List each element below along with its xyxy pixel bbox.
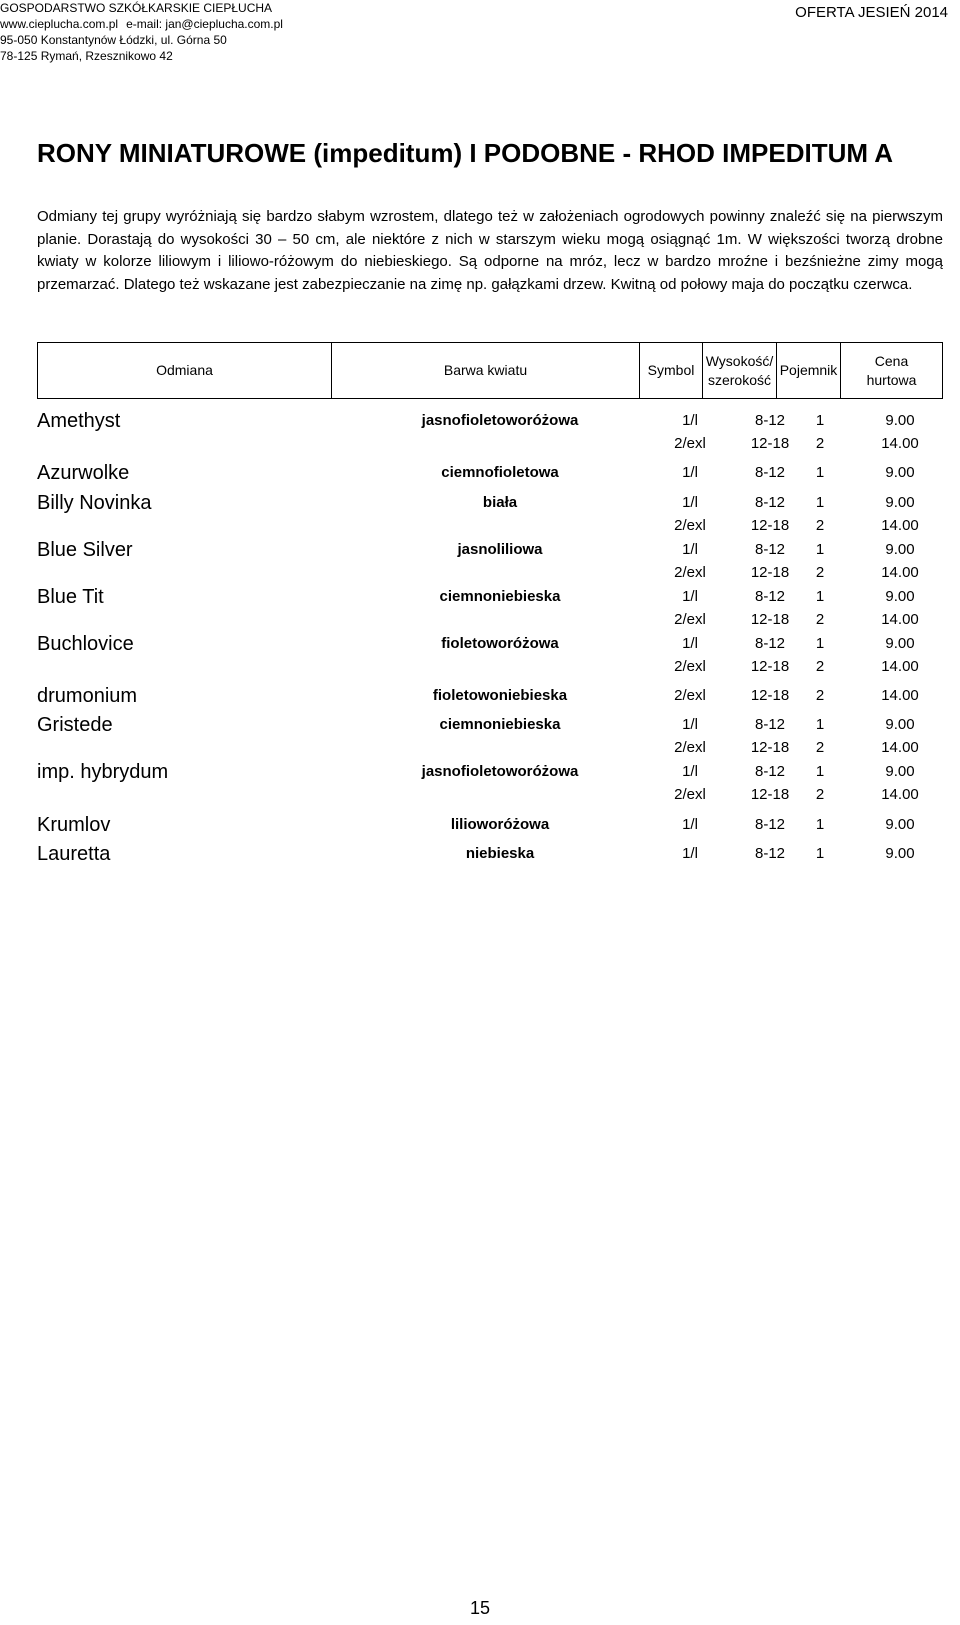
- container: 2: [815, 611, 825, 628]
- price: 14.00: [881, 739, 919, 756]
- flower-color: ciemnoniebieska: [439, 588, 561, 605]
- flower-color: ciemnofioletowa: [441, 464, 559, 481]
- table-row: [0, 736, 960, 760]
- header-price: Cena hurtowa: [840, 343, 942, 398]
- website-link[interactable]: www.cieplucha.com.pl: [0, 17, 119, 31]
- company-name: GOSPODARSTWO SZKÓŁKARSKIE CIEPŁUCHA: [0, 1, 273, 15]
- container: 1: [815, 541, 825, 558]
- container: 2: [815, 435, 825, 452]
- container: 1: [815, 494, 825, 511]
- price: 14.00: [881, 658, 919, 675]
- symbol: 1/l: [682, 635, 698, 652]
- table-row: [0, 514, 960, 538]
- variety-name: imp. hybrydum: [37, 761, 169, 783]
- price: 9.00: [885, 763, 915, 780]
- section-title: RONY MINIATUROWE (impeditum) I PODOBNE - RHOD IMPEDITUM A: [37, 138, 894, 168]
- table-row: [0, 632, 960, 656]
- flower-color: jasnofioletoworóżowa: [421, 412, 579, 429]
- table-row: [0, 561, 960, 585]
- height-width: 8-12: [754, 494, 786, 511]
- flower-color: lilioworóżowa: [450, 816, 550, 833]
- container: 2: [815, 517, 825, 534]
- table-row: [0, 713, 960, 737]
- variety-name: drumonium: [37, 685, 138, 707]
- variety-name: Blue Tit: [37, 586, 104, 608]
- variety-name: Azurwolke: [37, 462, 130, 484]
- variety-name: Buchlovice: [37, 633, 134, 655]
- flower-color: biała: [482, 494, 518, 511]
- height-width: 8-12: [754, 635, 786, 652]
- variety-name: Amethyst: [37, 410, 121, 432]
- height-width: 8-12: [754, 464, 786, 481]
- height-width: 12-18: [750, 687, 790, 704]
- variety-name: Krumlov: [37, 814, 111, 836]
- price: 9.00: [885, 464, 915, 481]
- height-width: 8-12: [754, 763, 786, 780]
- header-flower-color: Barwa kwiatu: [331, 343, 639, 398]
- variety-name: Billy Novinka: [37, 492, 152, 514]
- flower-color: fioletowoniebieska: [432, 687, 568, 704]
- height-width: 12-18: [750, 435, 790, 452]
- variety-name: Lauretta: [37, 843, 111, 865]
- email-link[interactable]: e-mail: jan@cieplucha.com.pl: [126, 17, 283, 31]
- flower-color: fioletoworóżowa: [441, 635, 559, 652]
- height-width: 8-12: [754, 716, 786, 733]
- symbol: 2/exl: [674, 517, 706, 534]
- symbol: 1/l: [682, 763, 698, 780]
- flower-color: jasnoliliowa: [457, 541, 543, 558]
- container: 1: [815, 763, 825, 780]
- address-line-2: 78-125 Rymań, Rzesznikowo 42: [0, 49, 173, 63]
- flower-color: ciemnoniebieska: [439, 716, 561, 733]
- container: 1: [815, 845, 825, 862]
- symbol: 2/exl: [674, 739, 706, 756]
- table-row: [0, 684, 960, 708]
- table-row: [0, 783, 960, 807]
- container: 2: [815, 786, 825, 803]
- symbol: 2/exl: [674, 687, 706, 704]
- table-row: [0, 491, 960, 515]
- flower-color: niebieska: [465, 845, 535, 862]
- symbol: 2/exl: [674, 435, 706, 452]
- container: 1: [815, 464, 825, 481]
- table-row: [0, 432, 960, 456]
- height-width: 8-12: [754, 816, 786, 833]
- price: 9.00: [885, 541, 915, 558]
- symbol: 1/l: [682, 541, 698, 558]
- price: 14.00: [881, 687, 919, 704]
- price: 9.00: [885, 588, 915, 605]
- symbol: 2/exl: [674, 611, 706, 628]
- table-row: [0, 538, 960, 562]
- container: 2: [815, 739, 825, 756]
- intro-paragraph: Odmiany tej grupy wyróżniają się bardzo słabym wzrostem, dlatego też w założeniach ogrodowych powinny znaleźć się na pierwszym planie. Dorastają do wysokości 30 – 50 cm, ale niektóre z nich w starszym wieku mogą osiągnąć 1m. W większości tworzą drobne kwiaty w kolorze liliowym i liliowo-różowym do niebieskiego. Są odporne na mróz, lecz w bardzo mroźne i bezśnieżne zimy mogą przemarzać. Dlatego też wskazane jest zabezpieczanie na zimę np. gałązkami drzew. Kwitną od połowy maja do początku czerwca.: [37, 208, 943, 293]
- container: 1: [815, 412, 825, 429]
- height-width: 8-12: [754, 412, 786, 429]
- flower-color: jasnofioletoworóżowa: [421, 763, 579, 780]
- page-number: 15: [469, 1598, 491, 1618]
- table-row: [0, 842, 960, 866]
- price: 14.00: [881, 564, 919, 581]
- symbol: 2/exl: [674, 658, 706, 675]
- price: 9.00: [885, 494, 915, 511]
- price: 9.00: [885, 412, 915, 429]
- height-width: 12-18: [750, 517, 790, 534]
- container: 1: [815, 635, 825, 652]
- header-symbol: Symbol: [639, 343, 702, 398]
- height-width: 12-18: [750, 739, 790, 756]
- symbol: 1/l: [682, 845, 698, 862]
- header-variety: Odmiana: [156, 362, 213, 378]
- symbol: 1/l: [682, 588, 698, 605]
- container: 2: [815, 658, 825, 675]
- table-row: [0, 760, 960, 784]
- height-width: 8-12: [754, 541, 786, 558]
- container: 2: [815, 564, 825, 581]
- price: 9.00: [885, 816, 915, 833]
- height-width: 12-18: [750, 611, 790, 628]
- header-height-width: Wysokość/ szerokość: [702, 343, 776, 398]
- symbol: 1/l: [682, 464, 698, 481]
- height-width: 8-12: [754, 588, 786, 605]
- symbol: 2/exl: [674, 564, 706, 581]
- height-width: 12-18: [750, 658, 790, 675]
- table-row: [0, 608, 960, 632]
- symbol: 1/l: [682, 412, 698, 429]
- offer-label: OFERTA JESIEŃ 2014: [795, 4, 948, 21]
- price: 14.00: [881, 435, 919, 452]
- price: 9.00: [885, 845, 915, 862]
- price: 14.00: [881, 517, 919, 534]
- height-width: 12-18: [750, 564, 790, 581]
- height-width: 8-12: [754, 845, 786, 862]
- price: 14.00: [881, 611, 919, 628]
- table-row: [0, 461, 960, 485]
- height-width: 12-18: [750, 786, 790, 803]
- table-header: [37, 342, 943, 399]
- table-row: [0, 813, 960, 837]
- address-line-1: 95-050 Konstantynów Łódzki, ul. Górna 50: [0, 33, 227, 47]
- variety-name: Blue Silver: [37, 539, 133, 561]
- container: 1: [815, 588, 825, 605]
- table-row: [0, 655, 960, 679]
- symbol: 2/exl: [674, 786, 706, 803]
- container: 1: [815, 716, 825, 733]
- symbol: 1/l: [682, 816, 698, 833]
- container: 2: [815, 687, 825, 704]
- container: 1: [815, 816, 825, 833]
- header-container: Pojemnik: [776, 343, 840, 398]
- price: 9.00: [885, 635, 915, 652]
- company-header: [0, 0, 283, 64]
- symbol: 1/l: [682, 494, 698, 511]
- price: 9.00: [885, 716, 915, 733]
- symbol: 1/l: [682, 716, 698, 733]
- contact-line: [0, 16, 283, 32]
- price: 14.00: [881, 786, 919, 803]
- table-row: [0, 409, 960, 433]
- table-row: [0, 585, 960, 609]
- variety-name: Gristede: [37, 714, 113, 736]
